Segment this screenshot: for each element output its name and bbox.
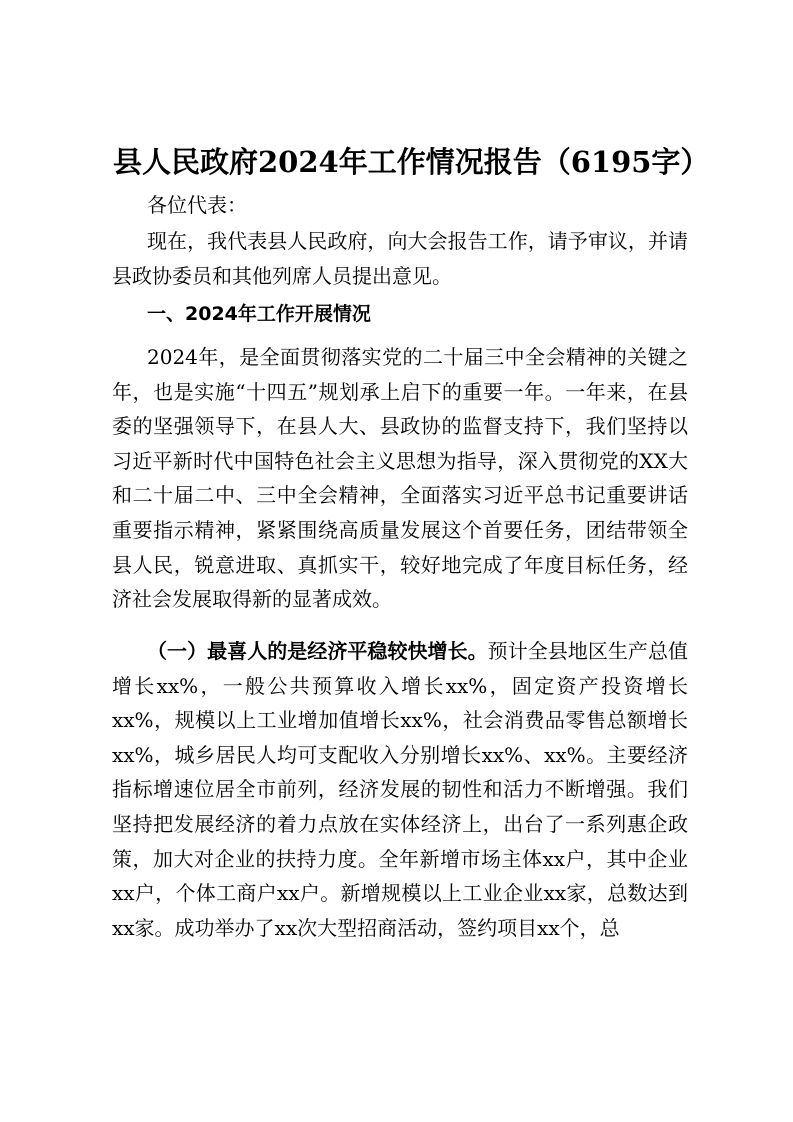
overview-paragraph: 2024年，是全面贯彻落实党的二十届三中全会精神的关键之年，也是实施“十四五”规划承上启下的重要一年。一年来，在县委的坚强领导下，在县人大、县政协的监督支持下，我们坚持以习近平新时代中国特色社会主义思想为指导，深入贯彻党的XX大和二十届二中、三中全会精神，全面落实习近平总书记重要讲话重要指示精神，紧紧围绕高质量发展这个首要任务，团结带领全县人民，锐意进取、真抓实干，较好地完成了年度目标任务，经济社会发展取得新的显著成效。 (112, 345, 688, 612)
intro-paragraph: 现在，我代表县人民政府，向大会报告工作，请予审议，并请县政协委员和其他列席人员提出意见。 (112, 229, 688, 288)
salutation: 各位代表： (147, 193, 247, 217)
economy-paragraph (112, 634, 688, 945)
economy-body-text: 预计全县地区生产总值增长xx%，一般公共预算收入增长xx%，固定资产投资增长xx%，规模以上工业增加值增长xx%，社会消费品零售总额增长xx%，城乡居民人均可支配收入分别增长xx%、xx%。主要经济指标增速位居全市前列，经济发展的韧性和活力不断增强。我们坚持把发展经济的着力点放在实体经济上，出台了一系列惠企政策，加大对企业的扶持力度。全年新增市场主体xx户，其中企业xx户，个体工商户xx户。新增规模以上工业企业xx家，总数达到xx家。成功举办了xx次大型招商活动，签约项目xx个，总 (112, 639, 689, 940)
economy-subheading: （一）最喜人的是经济平稳较快增长。 (147, 639, 488, 663)
section-heading: 一、2024年工作开展情况 (147, 303, 371, 325)
document-title: 县人民政府2024年工作情况报告（6195字） (113, 145, 710, 179)
